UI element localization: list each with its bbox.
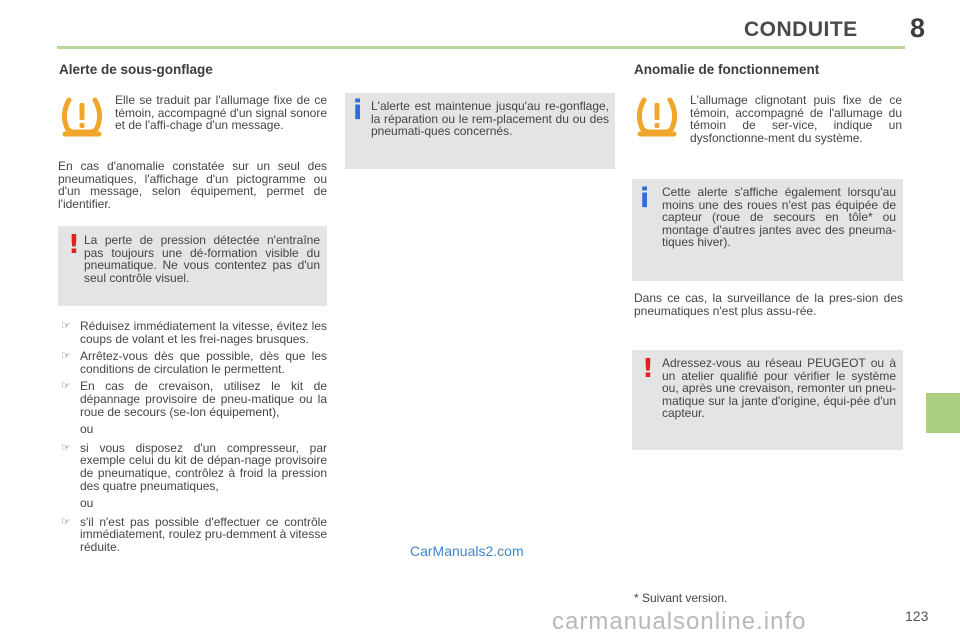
section-heading-underinflation: Alerte de sous-gonflage [59, 62, 213, 77]
list-item: ☞ Réduisez immédiatement la vitesse, évitez les coups de volant et les frei-nages brusques. [61, 319, 327, 346]
or-separator: ou [80, 496, 94, 511]
chapter-side-tab [926, 393, 960, 433]
tire-pressure-warning-icon [57, 94, 107, 140]
underinflation-paragraph: En cas d'anomalie constatée sur un seul des pneumatiques, l'affichage d'un pictogramme ou d'un message, selon équipement, permet de l'identifier. [58, 159, 327, 211]
list-item: ☞ si vous disposez d'un compresseur, par exemple celui du kit de dépan-nage provisoire de pneumatique, contrôlez à froid la pression des quatre pneumatiques, [61, 440, 327, 493]
tire-pressure-warning-icon [632, 94, 682, 140]
footnote: * Suivant version. [634, 591, 728, 605]
info-icon: i [640, 183, 650, 214]
pointing-hand-icon: ☞ [61, 441, 71, 454]
info-icon: i [353, 95, 363, 126]
list-item: ☞ En cas de crevaison, utilisez le kit de dépannage provisoire de pneu-matique ou la roue de secours (se-lon équipement), [61, 379, 327, 419]
list-item: ☞ s'il n'est pas possible d'effectuer ce contrôle immédiatement, roulez pru-demment à vitesse réduite. [61, 514, 327, 554]
warning-box-left-text: La perte de pression détectée n'entraîne pas toujours une dé-formation visible du pneumatique. Ne vous contentez pas d'un seul contrôle visuel. [84, 233, 320, 285]
info-box-right [632, 179, 903, 281]
pointing-hand-icon: ☞ [61, 320, 71, 332]
pointing-hand-icon: ☞ [61, 515, 71, 528]
pointing-hand-icon: ☞ [61, 380, 71, 393]
or-separator: ou [80, 422, 94, 437]
watermark-carmanualsonline: carmanualsonline.info [552, 608, 807, 635]
actions-list [61, 320, 327, 559]
warning-box-right-text: Adressez-vous au réseau PEUGEOT ou à un atelier qualifié pour vérifier le système ou, après une crevaison, remonter un pneu-matique sur la jante d'origine, équi-pée d'un capteur. [662, 356, 896, 421]
warning-box-right [632, 350, 903, 450]
info-box-middle [345, 93, 615, 169]
info-box-middle-text: L'alerte est maintenue jusqu'au re-gonflage, la réparation ou le rem-placement du ou des pneumati-ques concernés. [371, 99, 609, 139]
warning-exclamation-icon: ! [68, 230, 80, 260]
underinflation-intro: Elle se traduit par l'allumage fixe de ce témoin, accompagné d'un signal sonore et de l'affi-chage d'un message. [115, 93, 327, 133]
malfunction-intro: L'allumage clignotant puis fixe de ce témoin, accompagné de l'allumage du témoin de ser-vice, indique un dysfonctionne-ment du système. [690, 93, 902, 145]
info-box-right-text: Cette alerte s'affiche également lorsqu'au moins une des roues n'est pas équipée de capteur (roue de secours en tôle* ou montage d'autres jantes avec des pneuma-tiques hiver). [662, 185, 896, 250]
chapter-title: CONDUITE [744, 18, 858, 41]
warning-box-left [58, 226, 327, 306]
watermark-carmanuals2: CarManuals2.com [410, 543, 524, 559]
warning-exclamation-icon: ! [642, 354, 654, 384]
malfunction-paragraph: Dans ce cas, la surveillance de la pres-sion des pneumatiques n'est plus assu-rée. [634, 291, 903, 318]
list-item: ☞ Arrêtez-vous dès que possible, dès que les conditions de circulation le permettent. [61, 349, 327, 376]
chapter-number: 8 [910, 13, 926, 43]
page-number: 123 [905, 608, 929, 624]
header-rule [57, 46, 905, 49]
pointing-hand-icon: ☞ [61, 350, 71, 363]
section-heading-malfunction: Anomalie de fonctionnement [634, 62, 820, 77]
